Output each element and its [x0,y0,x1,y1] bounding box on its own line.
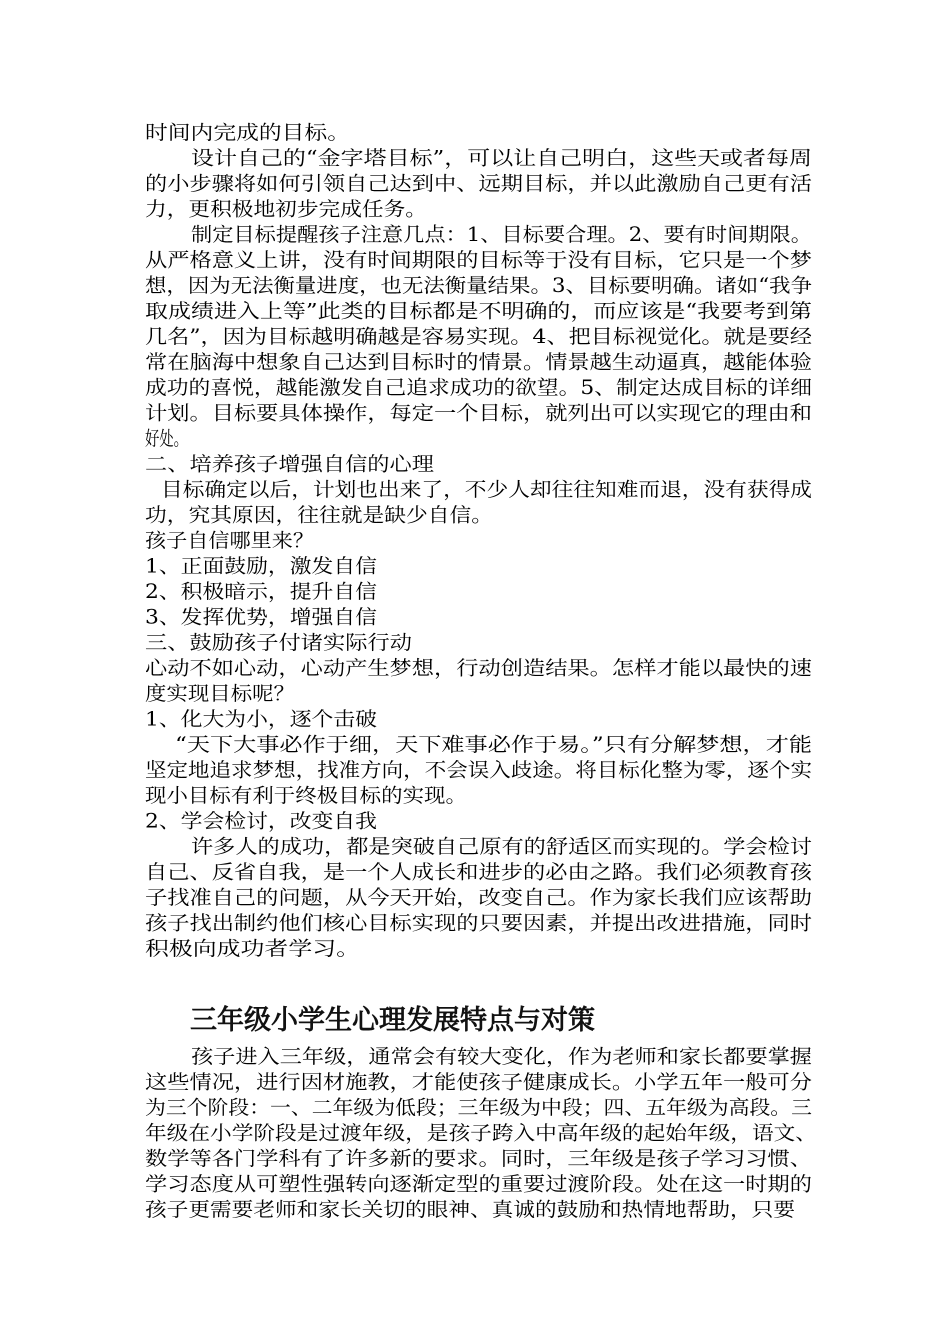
text-line: 年级在小学阶段是过渡年级，是孩子跨入中高年级的起始年级，语文、 [145,1121,817,1145]
text-line: 度实现目标呢？ [145,682,295,705]
body-text-part2-lines [145,1042,825,1232]
text-line: 设计自己的“金字塔目标”，可以让自己明白，这些天或者每周 [191,146,812,170]
text-line: 许多人的成功，都是突破自己原有的舒适区而实现的。学会检讨 [191,835,812,858]
text-line: “天下大事必作于细，天下难事必作于易。”只有分解梦想，才能 [175,733,812,756]
text-line: 时间内完成的目标。 [145,121,350,144]
text-line: 自己、反省自我，是一个人成长和进步的必由之路。我们必须教育孩 [145,860,813,884]
text-line: 的小步骤将如何引领自己达到中、远期目标，并以此激励自己更有活 [145,172,812,195]
heading-3: 三、鼓励孩子付诸实际行动 [145,631,412,654]
text-line: 功，究其原因，往往就是缺少自信。 [145,503,493,527]
text-line: 计划。目标要具体操作，每定一个目标，就列出可以实现它的理由和 [145,401,812,425]
text-line: 现小目标有利于终极目标的实现。 [145,784,467,807]
text-line: 数学等各门学科有了许多新的要求。同时，三年级是孩子学习习惯、 [145,1147,812,1170]
text-line: 子找准自己的问题，从今天开始，改变自己。作为家长我们应该帮助 [145,886,812,909]
text-line: 学习态度从可塑性强转向逐渐定型的重要过渡阶段。处在这一时期的 [145,1172,812,1196]
text-line: 孩子找出制约他们核心目标实现的只要因素，并提出改进措施，同时 [145,911,812,935]
list-item: 2、积极暗示，提升自信 [145,580,377,603]
text-line: 想，因为无法衡量进度，也无法衡量结果。3、目标要明确。诸如“我争 [145,274,812,297]
list-item: 1、正面鼓励，激发自信 [145,554,377,578]
text-line: 力，更积极地初步完成任务。 [145,197,427,221]
text-line: 孩子更需要老师和家长关切的眼神、真诚的鼓励和热情地帮助，只要 [145,1198,795,1221]
body-text-part1-lines [145,118,825,960]
body-text-part1 [145,118,815,960]
text-line: 坚定地追求梦想，找准方向，不会误入歧途。将目标化整为零，逐个实 [145,758,812,782]
text-line: 心动不如心动，心动产生梦想，行动创造结果。怎样才能以最快的速 [145,656,813,680]
list-item: 2、学会检讨，改变自我 [145,809,377,833]
text-line: 制定目标提醒孩子注意几点：1、目标要合理。2、要有时间期限。 [191,223,812,246]
text-line: 孩子自信哪里来？ [145,529,314,552]
text-line: 为三个阶段：一、二年级为低段；三年级为中段；四、五年级为高段。三 [145,1096,812,1119]
heading-2: 二、培养孩子增强自信的心理 [145,452,435,476]
body-text-part2 [145,1042,815,1232]
section-title: 三年级小学生心理发展特点与对策 [190,1005,595,1036]
text-line: 孩子进入三年级，通常会有较大变化，作为老师和家长都要掌握 [191,1045,813,1068]
text-line: 好处。 [145,427,188,450]
text-line: 成功的喜悦，越能激发自己追求成功的欲望。5、制定达成目标的详细 [145,376,812,399]
list-item: 3、发挥优势，增强自信 [145,605,377,629]
text-line: 这些情况，进行因材施教，才能使孩子健康成长。小学五年一般可分 [145,1070,812,1094]
text-line: 几名”，因为目标越明确越是容易实现。4、把目标视觉化。就是要经 [145,325,813,348]
text-line: 目标确定以后，计划也出来了，不少人却往往知难而退，没有获得成 [161,478,812,501]
text-line: 常在脑海中想象自己达到目标时的情景。情景越生动逼真，越能体验 [145,350,812,374]
text-line: 积极向成功者学习。 [145,937,360,960]
list-item: 1、化大为小，逐个击破 [145,707,378,731]
text-line: 从严格意义上讲，没有时间期限的目标等于没有目标，它只是一个梦 [145,248,812,272]
text-line: 取成绩进入上等”此类的目标都是不明确的，而应该是“我要考到第 [145,299,812,323]
